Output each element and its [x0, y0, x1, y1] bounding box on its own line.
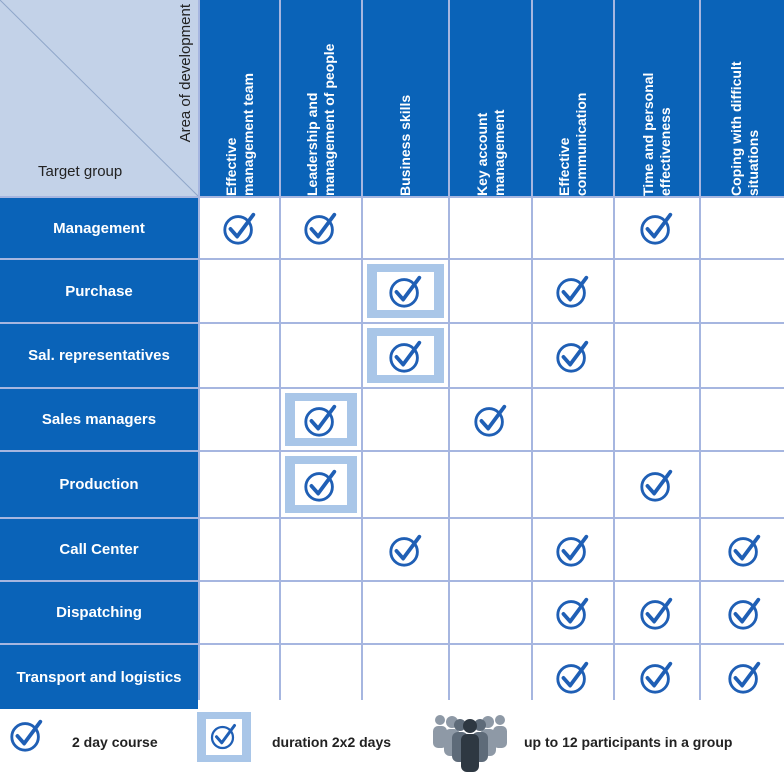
matrix-cell: [450, 452, 531, 517]
matrix-cell: [200, 452, 279, 517]
column-header: [533, 0, 613, 196]
check-circle-icon: [638, 209, 676, 247]
check-circle-icon: [472, 401, 510, 439]
legend-highlight-swatch: [197, 712, 251, 762]
check-circle-icon: [209, 721, 239, 751]
matrix-cell: [701, 519, 784, 580]
check-circle-icon: [638, 594, 676, 632]
matrix-cell: [701, 645, 784, 709]
matrix-cell: [363, 519, 448, 580]
check-circle-icon: [387, 531, 425, 569]
matrix-cell: [701, 389, 784, 450]
check-circle-icon: [554, 337, 592, 375]
row-header: Call Center: [0, 519, 198, 580]
matrix-cell: [533, 452, 613, 517]
legend-two-day-course: 2 day course: [72, 734, 158, 750]
legend-group-size: up to 12 participants in a group: [524, 734, 733, 750]
check-circle-icon: [726, 531, 764, 569]
check-circle-icon: [554, 531, 592, 569]
matrix-cell: [363, 198, 448, 258]
row-header: Sales managers: [0, 389, 198, 450]
matrix-cell: [615, 582, 699, 643]
matrix-cell: [533, 389, 613, 450]
column-header-label: Coping with difficult situations: [727, 61, 761, 196]
matrix-cell: [450, 324, 531, 387]
matrix-cell: [615, 198, 699, 258]
check-circle-icon: [638, 658, 676, 696]
matrix-cell: [450, 645, 531, 709]
matrix-cell: [281, 389, 361, 450]
check-circle-icon: [638, 466, 676, 504]
column-header-label: Effective management team: [222, 73, 256, 196]
matrix-corner: [0, 0, 198, 196]
matrix-cell: [615, 645, 699, 709]
matrix-cell: [533, 260, 613, 322]
matrix-cell: [200, 324, 279, 387]
column-header: [200, 0, 279, 196]
matrix-cell: [363, 452, 448, 517]
matrix-cell: [701, 198, 784, 258]
legend-duration: duration 2x2 days: [272, 734, 392, 750]
matrix-cell: [281, 198, 361, 258]
matrix-cell: [533, 519, 613, 580]
area-of-development-label: Area of development: [177, 4, 194, 143]
matrix-cell: [200, 519, 279, 580]
check-circle-icon: [554, 658, 592, 696]
check-circle-icon: [8, 716, 46, 754]
matrix-cell: [363, 324, 448, 387]
matrix-cell: [615, 389, 699, 450]
check-circle-icon: [302, 466, 340, 504]
matrix-cell: [281, 645, 361, 709]
column-header: [363, 0, 448, 196]
matrix-cell: [281, 582, 361, 643]
target-group-label: Target group: [38, 163, 123, 180]
matrix-cell: [281, 452, 361, 517]
matrix-cell: [200, 645, 279, 709]
check-circle-icon: [726, 658, 764, 696]
matrix-cell: [281, 519, 361, 580]
matrix-cell: [450, 198, 531, 258]
matrix-cell: [281, 324, 361, 387]
matrix-cell: [200, 389, 279, 450]
matrix-cell: [363, 389, 448, 450]
column-header-label: Business skills: [397, 94, 413, 196]
matrix-cell: [533, 324, 613, 387]
legend: [0, 712, 784, 772]
matrix-cell: [533, 582, 613, 643]
check-circle-icon: [221, 209, 259, 247]
check-circle-icon: [554, 594, 592, 632]
check-circle-icon: [302, 209, 340, 247]
matrix-cell: [615, 519, 699, 580]
matrix-cell: [533, 198, 613, 258]
column-header-label: Leadership and management of people: [304, 43, 337, 196]
matrix-cell: [450, 260, 531, 322]
matrix-cell: [363, 260, 448, 322]
matrix-cell: [200, 582, 279, 643]
matrix-cell: [615, 260, 699, 322]
matrix-cell: [200, 260, 279, 322]
column-header-label: Key account management: [473, 109, 507, 196]
column-header-label: Time and personal effectiveness: [640, 72, 673, 196]
people-group-icon: [428, 710, 512, 772]
column-header: [615, 0, 699, 196]
check-circle-icon: [726, 594, 764, 632]
column-header-label: Effective communication: [556, 92, 589, 196]
matrix-cell: [450, 582, 531, 643]
matrix-cell: [533, 645, 613, 709]
row-header: Purchase: [0, 260, 198, 322]
matrix-cell: [363, 582, 448, 643]
column-header: [450, 0, 531, 196]
matrix-cell: [281, 260, 361, 322]
matrix-cell: [701, 582, 784, 643]
matrix-cell: [701, 260, 784, 322]
row-header: Management: [0, 198, 198, 258]
row-header: Sal. representatives: [0, 324, 198, 387]
matrix-cell: [701, 452, 784, 517]
matrix-cell: [450, 389, 531, 450]
matrix-cell: [200, 198, 279, 258]
row-header: Dispatching: [0, 582, 198, 643]
check-circle-icon: [387, 272, 425, 310]
row-header: Transport and logistics: [0, 645, 198, 709]
column-header: [701, 0, 784, 196]
check-circle-icon: [554, 272, 592, 310]
matrix-cell: [363, 645, 448, 709]
matrix-cell: [701, 324, 784, 387]
matrix-cell: [450, 519, 531, 580]
check-circle-icon: [387, 337, 425, 375]
check-circle-icon: [302, 401, 340, 439]
matrix-cell: [615, 452, 699, 517]
matrix-cell: [615, 324, 699, 387]
row-header: Production: [0, 452, 198, 517]
column-header: [281, 0, 361, 196]
